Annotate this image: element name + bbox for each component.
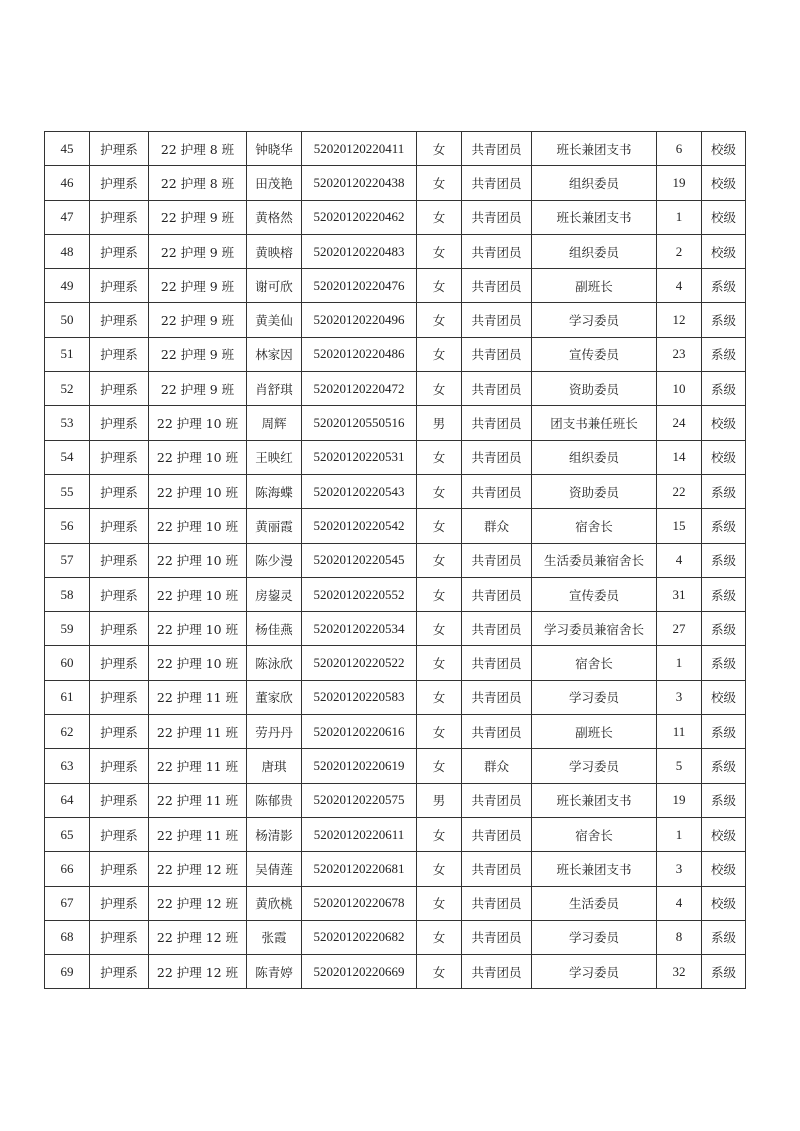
department-cell: 护理系 bbox=[90, 646, 149, 680]
gender-cell: 女 bbox=[417, 612, 462, 646]
gender-cell: 女 bbox=[417, 269, 462, 303]
gender-cell: 女 bbox=[417, 955, 462, 989]
gender-cell: 女 bbox=[417, 509, 462, 543]
student-id-cell: 52020120220531 bbox=[302, 440, 417, 474]
department-cell: 护理系 bbox=[90, 337, 149, 371]
class-name-cell: 22 护理 9 班 bbox=[149, 372, 247, 406]
level-cell: 系级 bbox=[702, 646, 746, 680]
student-id-cell: 52020120220476 bbox=[302, 269, 417, 303]
row-number-cell: 45 bbox=[45, 132, 90, 166]
student-name-cell: 劳丹丹 bbox=[247, 715, 302, 749]
department-cell: 护理系 bbox=[90, 406, 149, 440]
political-status-cell: 共青团员 bbox=[462, 886, 532, 920]
political-status-cell: 共青团员 bbox=[462, 132, 532, 166]
table-row bbox=[45, 577, 746, 611]
gender-cell: 女 bbox=[417, 852, 462, 886]
rank-cell: 14 bbox=[657, 440, 702, 474]
department-cell: 护理系 bbox=[90, 509, 149, 543]
table-row bbox=[45, 474, 746, 508]
department-cell: 护理系 bbox=[90, 817, 149, 851]
student-id-cell: 52020120220681 bbox=[302, 852, 417, 886]
class-name-cell: 22 护理 10 班 bbox=[149, 406, 247, 440]
position-cell: 学习委员 bbox=[532, 303, 657, 337]
row-number-cell: 66 bbox=[45, 852, 90, 886]
student-id-cell: 52020120220472 bbox=[302, 372, 417, 406]
table-row bbox=[45, 269, 746, 303]
table-row bbox=[45, 886, 746, 920]
department-cell: 护理系 bbox=[90, 234, 149, 268]
political-status-cell: 共青团员 bbox=[462, 337, 532, 371]
student-name-cell: 陈郁贵 bbox=[247, 783, 302, 817]
row-number-cell: 64 bbox=[45, 783, 90, 817]
position-cell: 团支书兼任班长 bbox=[532, 406, 657, 440]
gender-cell: 女 bbox=[417, 680, 462, 714]
department-cell: 护理系 bbox=[90, 303, 149, 337]
gender-cell: 女 bbox=[417, 132, 462, 166]
student-name-cell: 周辉 bbox=[247, 406, 302, 440]
rank-cell: 1 bbox=[657, 200, 702, 234]
student-id-cell: 52020120220496 bbox=[302, 303, 417, 337]
row-number-cell: 57 bbox=[45, 543, 90, 577]
level-cell: 校级 bbox=[702, 406, 746, 440]
gender-cell: 女 bbox=[417, 234, 462, 268]
rank-cell: 1 bbox=[657, 646, 702, 680]
gender-cell: 女 bbox=[417, 166, 462, 200]
political-status-cell: 共青团员 bbox=[462, 166, 532, 200]
position-cell: 资助委员 bbox=[532, 372, 657, 406]
table-row bbox=[45, 955, 746, 989]
department-cell: 护理系 bbox=[90, 543, 149, 577]
level-cell: 校级 bbox=[702, 132, 746, 166]
student-id-cell: 52020120220682 bbox=[302, 920, 417, 954]
gender-cell: 男 bbox=[417, 406, 462, 440]
rank-cell: 12 bbox=[657, 303, 702, 337]
rank-cell: 24 bbox=[657, 406, 702, 440]
political-status-cell: 共青团员 bbox=[462, 543, 532, 577]
rank-cell: 10 bbox=[657, 372, 702, 406]
table-row bbox=[45, 646, 746, 680]
student-id-cell: 52020120220411 bbox=[302, 132, 417, 166]
level-cell: 系级 bbox=[702, 783, 746, 817]
table-row bbox=[45, 303, 746, 337]
row-number-cell: 53 bbox=[45, 406, 90, 440]
political-status-cell: 共青团员 bbox=[462, 234, 532, 268]
rank-cell: 22 bbox=[657, 474, 702, 508]
student-name-cell: 杨佳燕 bbox=[247, 612, 302, 646]
student-name-cell: 房鋆灵 bbox=[247, 577, 302, 611]
level-cell: 校级 bbox=[702, 166, 746, 200]
position-cell: 班长兼团支书 bbox=[532, 783, 657, 817]
level-cell: 系级 bbox=[702, 337, 746, 371]
student-name-cell: 田茂艳 bbox=[247, 166, 302, 200]
rank-cell: 6 bbox=[657, 132, 702, 166]
class-name-cell: 22 护理 11 班 bbox=[149, 783, 247, 817]
rank-cell: 3 bbox=[657, 852, 702, 886]
table-row bbox=[45, 372, 746, 406]
student-name-cell: 董家欣 bbox=[247, 680, 302, 714]
rank-cell: 32 bbox=[657, 955, 702, 989]
table-row bbox=[45, 132, 746, 166]
department-cell: 护理系 bbox=[90, 372, 149, 406]
level-cell: 系级 bbox=[702, 474, 746, 508]
political-status-cell: 共青团员 bbox=[462, 920, 532, 954]
department-cell: 护理系 bbox=[90, 577, 149, 611]
political-status-cell: 共青团员 bbox=[462, 474, 532, 508]
position-cell: 学习委员 bbox=[532, 920, 657, 954]
gender-cell: 女 bbox=[417, 920, 462, 954]
table-row bbox=[45, 440, 746, 474]
political-status-cell: 共青团员 bbox=[462, 440, 532, 474]
student-name-cell: 张霞 bbox=[247, 920, 302, 954]
row-number-cell: 58 bbox=[45, 577, 90, 611]
rank-cell: 2 bbox=[657, 234, 702, 268]
department-cell: 护理系 bbox=[90, 680, 149, 714]
rank-cell: 1 bbox=[657, 817, 702, 851]
level-cell: 系级 bbox=[702, 612, 746, 646]
rank-cell: 27 bbox=[657, 612, 702, 646]
level-cell: 系级 bbox=[702, 920, 746, 954]
level-cell: 系级 bbox=[702, 955, 746, 989]
department-cell: 护理系 bbox=[90, 269, 149, 303]
rank-cell: 3 bbox=[657, 680, 702, 714]
class-name-cell: 22 护理 10 班 bbox=[149, 646, 247, 680]
department-cell: 护理系 bbox=[90, 852, 149, 886]
class-name-cell: 22 护理 8 班 bbox=[149, 166, 247, 200]
student-id-cell: 52020120220534 bbox=[302, 612, 417, 646]
rank-cell: 15 bbox=[657, 509, 702, 543]
position-cell: 副班长 bbox=[532, 715, 657, 749]
department-cell: 护理系 bbox=[90, 612, 149, 646]
position-cell: 组织委员 bbox=[532, 440, 657, 474]
table-row bbox=[45, 783, 746, 817]
row-number-cell: 46 bbox=[45, 166, 90, 200]
class-name-cell: 22 护理 11 班 bbox=[149, 715, 247, 749]
table-row bbox=[45, 715, 746, 749]
political-status-cell: 共青团员 bbox=[462, 577, 532, 611]
position-cell: 组织委员 bbox=[532, 234, 657, 268]
level-cell: 系级 bbox=[702, 715, 746, 749]
row-number-cell: 52 bbox=[45, 372, 90, 406]
class-name-cell: 22 护理 11 班 bbox=[149, 817, 247, 851]
gender-cell: 女 bbox=[417, 749, 462, 783]
class-name-cell: 22 护理 8 班 bbox=[149, 132, 247, 166]
table-body bbox=[45, 132, 746, 989]
class-name-cell: 22 护理 10 班 bbox=[149, 543, 247, 577]
level-cell: 校级 bbox=[702, 440, 746, 474]
student-id-cell: 52020120220542 bbox=[302, 509, 417, 543]
level-cell: 系级 bbox=[702, 509, 746, 543]
class-name-cell: 22 护理 9 班 bbox=[149, 337, 247, 371]
position-cell: 班长兼团支书 bbox=[532, 852, 657, 886]
student-id-cell: 52020120550516 bbox=[302, 406, 417, 440]
student-id-cell: 52020120220462 bbox=[302, 200, 417, 234]
department-cell: 护理系 bbox=[90, 955, 149, 989]
political-status-cell: 共青团员 bbox=[462, 612, 532, 646]
level-cell: 系级 bbox=[702, 749, 746, 783]
table-row bbox=[45, 200, 746, 234]
student-name-cell: 杨清影 bbox=[247, 817, 302, 851]
student-id-cell: 52020120220619 bbox=[302, 749, 417, 783]
row-number-cell: 59 bbox=[45, 612, 90, 646]
department-cell: 护理系 bbox=[90, 132, 149, 166]
table-row bbox=[45, 680, 746, 714]
row-number-cell: 48 bbox=[45, 234, 90, 268]
gender-cell: 女 bbox=[417, 543, 462, 577]
gender-cell: 女 bbox=[417, 715, 462, 749]
class-name-cell: 22 护理 9 班 bbox=[149, 303, 247, 337]
student-name-cell: 谢可欣 bbox=[247, 269, 302, 303]
table-row bbox=[45, 612, 746, 646]
political-status-cell: 共青团员 bbox=[462, 200, 532, 234]
department-cell: 护理系 bbox=[90, 920, 149, 954]
table-row bbox=[45, 166, 746, 200]
row-number-cell: 47 bbox=[45, 200, 90, 234]
gender-cell: 女 bbox=[417, 817, 462, 851]
political-status-cell: 共青团员 bbox=[462, 646, 532, 680]
department-cell: 护理系 bbox=[90, 474, 149, 508]
gender-cell: 女 bbox=[417, 440, 462, 474]
student-table bbox=[44, 131, 746, 989]
department-cell: 护理系 bbox=[90, 749, 149, 783]
student-id-cell: 52020120220583 bbox=[302, 680, 417, 714]
student-id-cell: 52020120220483 bbox=[302, 234, 417, 268]
level-cell: 系级 bbox=[702, 543, 746, 577]
political-status-cell: 共青团员 bbox=[462, 303, 532, 337]
class-name-cell: 22 护理 11 班 bbox=[149, 680, 247, 714]
level-cell: 系级 bbox=[702, 372, 746, 406]
class-name-cell: 22 护理 11 班 bbox=[149, 749, 247, 783]
class-name-cell: 22 护理 12 班 bbox=[149, 920, 247, 954]
row-number-cell: 69 bbox=[45, 955, 90, 989]
rank-cell: 19 bbox=[657, 783, 702, 817]
row-number-cell: 65 bbox=[45, 817, 90, 851]
student-name-cell: 黄丽霞 bbox=[247, 509, 302, 543]
student-name-cell: 吴倩莲 bbox=[247, 852, 302, 886]
position-cell: 学习委员 bbox=[532, 680, 657, 714]
gender-cell: 女 bbox=[417, 474, 462, 508]
class-name-cell: 22 护理 10 班 bbox=[149, 474, 247, 508]
gender-cell: 女 bbox=[417, 337, 462, 371]
student-name-cell: 唐琪 bbox=[247, 749, 302, 783]
class-name-cell: 22 护理 10 班 bbox=[149, 577, 247, 611]
student-name-cell: 陈泳欣 bbox=[247, 646, 302, 680]
gender-cell: 男 bbox=[417, 783, 462, 817]
position-cell: 宿舍长 bbox=[532, 817, 657, 851]
gender-cell: 女 bbox=[417, 372, 462, 406]
row-number-cell: 62 bbox=[45, 715, 90, 749]
position-cell: 班长兼团支书 bbox=[532, 200, 657, 234]
row-number-cell: 50 bbox=[45, 303, 90, 337]
position-cell: 宣传委员 bbox=[532, 577, 657, 611]
rank-cell: 23 bbox=[657, 337, 702, 371]
department-cell: 护理系 bbox=[90, 440, 149, 474]
level-cell: 系级 bbox=[702, 269, 746, 303]
position-cell: 宣传委员 bbox=[532, 337, 657, 371]
class-name-cell: 22 护理 10 班 bbox=[149, 509, 247, 543]
level-cell: 校级 bbox=[702, 852, 746, 886]
student-id-cell: 52020120220543 bbox=[302, 474, 417, 508]
political-status-cell: 共青团员 bbox=[462, 852, 532, 886]
student-id-cell: 52020120220616 bbox=[302, 715, 417, 749]
position-cell: 班长兼团支书 bbox=[532, 132, 657, 166]
student-name-cell: 陈青婷 bbox=[247, 955, 302, 989]
political-status-cell: 共青团员 bbox=[462, 406, 532, 440]
row-number-cell: 67 bbox=[45, 886, 90, 920]
department-cell: 护理系 bbox=[90, 166, 149, 200]
student-name-cell: 陈少漫 bbox=[247, 543, 302, 577]
student-id-cell: 52020120220575 bbox=[302, 783, 417, 817]
political-status-cell: 共青团员 bbox=[462, 715, 532, 749]
row-number-cell: 68 bbox=[45, 920, 90, 954]
department-cell: 护理系 bbox=[90, 200, 149, 234]
political-status-cell: 群众 bbox=[462, 509, 532, 543]
table-row bbox=[45, 920, 746, 954]
position-cell: 宿舍长 bbox=[532, 509, 657, 543]
level-cell: 校级 bbox=[702, 200, 746, 234]
level-cell: 系级 bbox=[702, 577, 746, 611]
row-number-cell: 60 bbox=[45, 646, 90, 680]
gender-cell: 女 bbox=[417, 646, 462, 680]
political-status-cell: 共青团员 bbox=[462, 817, 532, 851]
student-name-cell: 钟晓华 bbox=[247, 132, 302, 166]
row-number-cell: 54 bbox=[45, 440, 90, 474]
row-number-cell: 61 bbox=[45, 680, 90, 714]
class-name-cell: 22 护理 12 班 bbox=[149, 955, 247, 989]
table-row bbox=[45, 852, 746, 886]
student-name-cell: 肖舒琪 bbox=[247, 372, 302, 406]
class-name-cell: 22 护理 10 班 bbox=[149, 612, 247, 646]
rank-cell: 4 bbox=[657, 543, 702, 577]
gender-cell: 女 bbox=[417, 303, 462, 337]
student-id-cell: 52020120220486 bbox=[302, 337, 417, 371]
student-name-cell: 林家因 bbox=[247, 337, 302, 371]
political-status-cell: 共青团员 bbox=[462, 372, 532, 406]
student-name-cell: 陈海蝶 bbox=[247, 474, 302, 508]
department-cell: 护理系 bbox=[90, 783, 149, 817]
level-cell: 校级 bbox=[702, 680, 746, 714]
position-cell: 副班长 bbox=[532, 269, 657, 303]
position-cell: 学习委员兼宿舍长 bbox=[532, 612, 657, 646]
position-cell: 资助委员 bbox=[532, 474, 657, 508]
class-name-cell: 22 护理 9 班 bbox=[149, 269, 247, 303]
rank-cell: 4 bbox=[657, 269, 702, 303]
department-cell: 护理系 bbox=[90, 715, 149, 749]
row-number-cell: 55 bbox=[45, 474, 90, 508]
position-cell: 学习委员 bbox=[532, 955, 657, 989]
political-status-cell: 群众 bbox=[462, 749, 532, 783]
position-cell: 宿舍长 bbox=[532, 646, 657, 680]
department-cell: 护理系 bbox=[90, 886, 149, 920]
political-status-cell: 共青团员 bbox=[462, 783, 532, 817]
gender-cell: 女 bbox=[417, 886, 462, 920]
rank-cell: 11 bbox=[657, 715, 702, 749]
row-number-cell: 49 bbox=[45, 269, 90, 303]
level-cell: 系级 bbox=[702, 303, 746, 337]
student-id-cell: 52020120220552 bbox=[302, 577, 417, 611]
class-name-cell: 22 护理 9 班 bbox=[149, 234, 247, 268]
student-id-cell: 52020120220522 bbox=[302, 646, 417, 680]
class-name-cell: 22 护理 12 班 bbox=[149, 886, 247, 920]
class-name-cell: 22 护理 10 班 bbox=[149, 440, 247, 474]
political-status-cell: 共青团员 bbox=[462, 269, 532, 303]
level-cell: 校级 bbox=[702, 817, 746, 851]
position-cell: 生活委员兼宿舍长 bbox=[532, 543, 657, 577]
class-name-cell: 22 护理 9 班 bbox=[149, 200, 247, 234]
student-name-cell: 黄格然 bbox=[247, 200, 302, 234]
rank-cell: 5 bbox=[657, 749, 702, 783]
student-name-cell: 黄美仙 bbox=[247, 303, 302, 337]
student-id-cell: 52020120220611 bbox=[302, 817, 417, 851]
row-number-cell: 56 bbox=[45, 509, 90, 543]
row-number-cell: 51 bbox=[45, 337, 90, 371]
political-status-cell: 共青团员 bbox=[462, 680, 532, 714]
rank-cell: 4 bbox=[657, 886, 702, 920]
rank-cell: 19 bbox=[657, 166, 702, 200]
gender-cell: 女 bbox=[417, 200, 462, 234]
student-name-cell: 王映红 bbox=[247, 440, 302, 474]
row-number-cell: 63 bbox=[45, 749, 90, 783]
student-id-cell: 52020120220545 bbox=[302, 543, 417, 577]
table-row bbox=[45, 406, 746, 440]
student-name-cell: 黄欣桃 bbox=[247, 886, 302, 920]
class-name-cell: 22 护理 12 班 bbox=[149, 852, 247, 886]
table-row bbox=[45, 749, 746, 783]
table-row bbox=[45, 509, 746, 543]
student-id-cell: 52020120220678 bbox=[302, 886, 417, 920]
position-cell: 学习委员 bbox=[532, 749, 657, 783]
table-row bbox=[45, 817, 746, 851]
student-name-cell: 黄映榕 bbox=[247, 234, 302, 268]
level-cell: 校级 bbox=[702, 886, 746, 920]
table-row bbox=[45, 337, 746, 371]
position-cell: 生活委员 bbox=[532, 886, 657, 920]
table-row bbox=[45, 234, 746, 268]
gender-cell: 女 bbox=[417, 577, 462, 611]
rank-cell: 8 bbox=[657, 920, 702, 954]
rank-cell: 31 bbox=[657, 577, 702, 611]
table-row bbox=[45, 543, 746, 577]
political-status-cell: 共青团员 bbox=[462, 955, 532, 989]
student-id-cell: 52020120220669 bbox=[302, 955, 417, 989]
student-id-cell: 52020120220438 bbox=[302, 166, 417, 200]
position-cell: 组织委员 bbox=[532, 166, 657, 200]
level-cell: 校级 bbox=[702, 234, 746, 268]
